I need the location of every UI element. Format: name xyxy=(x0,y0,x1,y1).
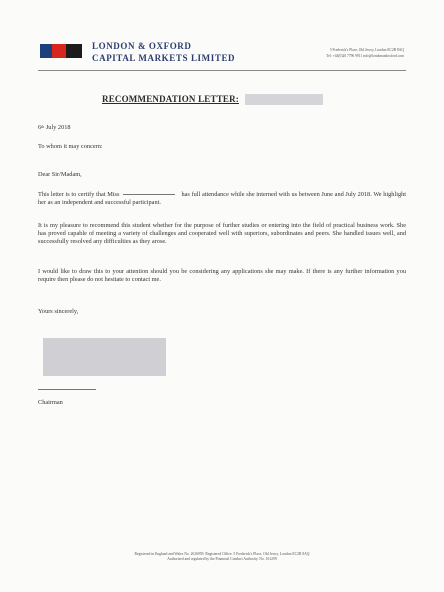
paragraph-3: I would like to draw this to your attention should you be considering any applications she may make. If there is any further information you require then please do not hesitate to contact me. xyxy=(38,268,406,284)
header-divider xyxy=(38,70,406,71)
signature-line xyxy=(38,389,96,390)
closing: Yours sincerely, xyxy=(38,308,79,315)
company-address xyxy=(326,48,404,59)
company-name xyxy=(92,40,235,64)
date-day: 6 xyxy=(38,124,42,131)
paragraph-1-end: has full attendance while she interned with us between June and July 2018. We highlight her as an independent and successful participant. xyxy=(38,191,407,207)
paragraph-2: It is my pleasure to recommend this student whether for the purpose of further studies or entering into the field of practical business work. She has proved capable of meeting a variety of challenges and cooperated well with superiors, subordinates and peers. She handled issues well, and successfully resolved any difficulties as they arose. xyxy=(38,222,406,246)
date-suffix: th xyxy=(41,124,45,129)
company-logo xyxy=(40,44,82,58)
paragraph-1-start: This letter is to certify that Miss xyxy=(38,191,120,198)
letter-date xyxy=(38,124,406,132)
company-name-line2: CAPITAL MARKETS LIMITED xyxy=(92,53,236,63)
redacted-name-box xyxy=(245,94,323,105)
redacted-student-name xyxy=(123,194,175,195)
footer-line1: Registered in England and Wales No. 2616959. Registered Office: 5 Frederick's Place, Old Jewry, London EC2R 8AQ xyxy=(134,552,310,556)
salutation: Dear Sir/Madam, xyxy=(38,171,82,178)
address-line1: 5 Frederick's Place, Old Jewry, London EC2R 8AQ xyxy=(329,48,404,52)
redacted-signature-box xyxy=(43,338,166,376)
date-month-year: July 2018 xyxy=(44,124,71,131)
logo-red-block xyxy=(52,44,66,58)
letter-footer xyxy=(60,552,384,562)
paragraph-1 xyxy=(38,191,406,207)
logo-black-block xyxy=(66,44,82,58)
company-name-line1: LONDON & OXFORD xyxy=(92,41,192,51)
letter-title: RECOMMENDATION LETTER: xyxy=(102,94,239,104)
signatory-title: Chairman xyxy=(38,399,63,406)
to-whom-line: To whom it may concern: xyxy=(38,143,103,150)
letter-title-row xyxy=(102,92,323,106)
address-line2: Tel: +44(0)20 7796 9911 info@londonandoxford.com xyxy=(326,53,404,58)
logo-blue-block xyxy=(40,44,52,58)
footer-line2: Authorised and regulated by the Financial Conduct Authority. No. 161299 xyxy=(167,557,277,561)
